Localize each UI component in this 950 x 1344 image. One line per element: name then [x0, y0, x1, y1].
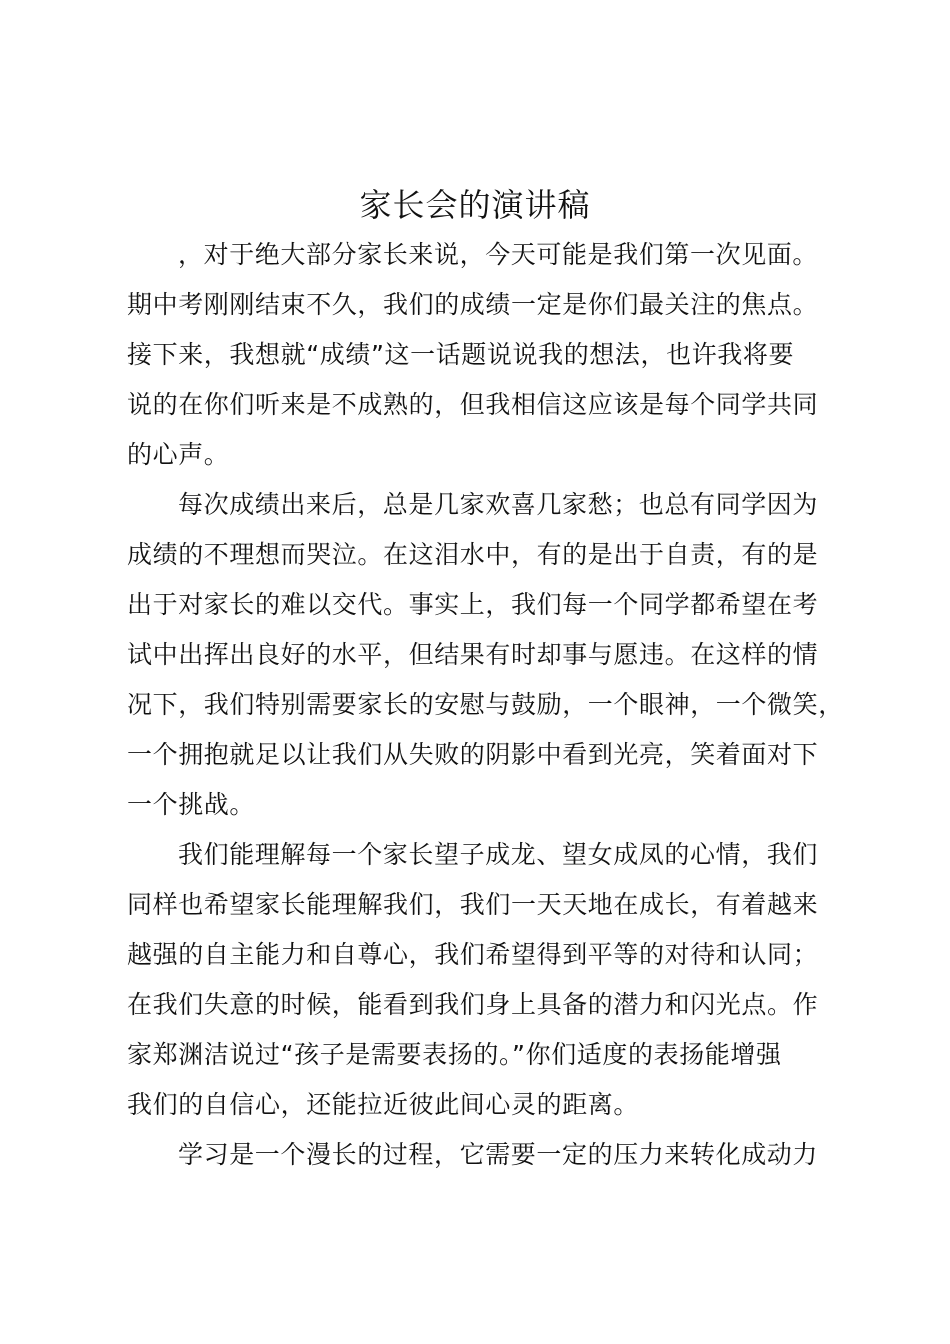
paragraph-3-line-6: 我们的自信心，还能拉近彼此间心灵的距离。	[127, 1090, 640, 1119]
paragraph-1-line-5: 的心声。	[127, 440, 230, 469]
paragraph-2-line-7: 一个挑战。	[127, 790, 256, 819]
paragraph-2-line-6: 一个拥抱就足以让我们从失败的阴影中看到光亮，笑着面对下	[127, 740, 819, 769]
paragraph-2-line-1: 每次成绩出来后，总是几家欢喜几家愁；也总有同学因为	[178, 490, 819, 519]
document-title: 家长会的演讲稿	[359, 186, 591, 224]
paragraph-3-line-2: 同样也希望家长能理解我们，我们一天天地在成长，有着越来	[127, 890, 819, 919]
paragraph-3-line-5: 家郑渊洁说过“孩子是需要表扬的。”你们适度的表扬能增强	[127, 1040, 782, 1069]
paragraph-2-line-3: 出于对家长的难以交代。事实上，我们每一个同学都希望在考	[127, 590, 819, 619]
paragraph-3-line-4: 在我们失意的时候，能看到我们身上具备的潜力和闪光点。作	[127, 990, 819, 1019]
paragraph-1-line-4: 说的在你们听来是不成熟的，但我相信这应该是每个同学共同	[127, 390, 819, 419]
paragraph-2-line-4: 试中出挥出良好的水平，但结果有时却事与愿违。在这样的情	[127, 640, 819, 669]
paragraph-1-line-1: ，对于绝大部分家长来说，今天可能是我们第一次见面。	[178, 240, 819, 269]
paragraph-3-line-1: 我们能理解每一个家长望子成龙、望女成凤的心情，我们	[178, 840, 819, 869]
paragraph-2-line-2: 成绩的不理想而哭泣。在这泪水中，有的是出于自责，有的是	[127, 540, 819, 569]
paragraph-4-line-1: 学习是一个漫长的过程，它需要一定的压力来转化成动力	[178, 1140, 819, 1169]
paragraph-1-line-2: 期中考刚刚结束不久，我们的成绩一定是你们最关注的焦点。	[127, 290, 819, 319]
paragraph-3-line-3: 越强的自主能力和自尊心，我们希望得到平等的对待和认同；	[127, 940, 819, 969]
paragraph-2-line-5: 况下，我们特别需要家长的安慰与鼓励，一个眼神，一个微笑，	[127, 690, 844, 719]
document-body	[127, 230, 844, 1180]
paragraph-1-line-3: 接下来，我想就“成绩”这一话题说说我的想法，也许我将要	[127, 340, 795, 369]
